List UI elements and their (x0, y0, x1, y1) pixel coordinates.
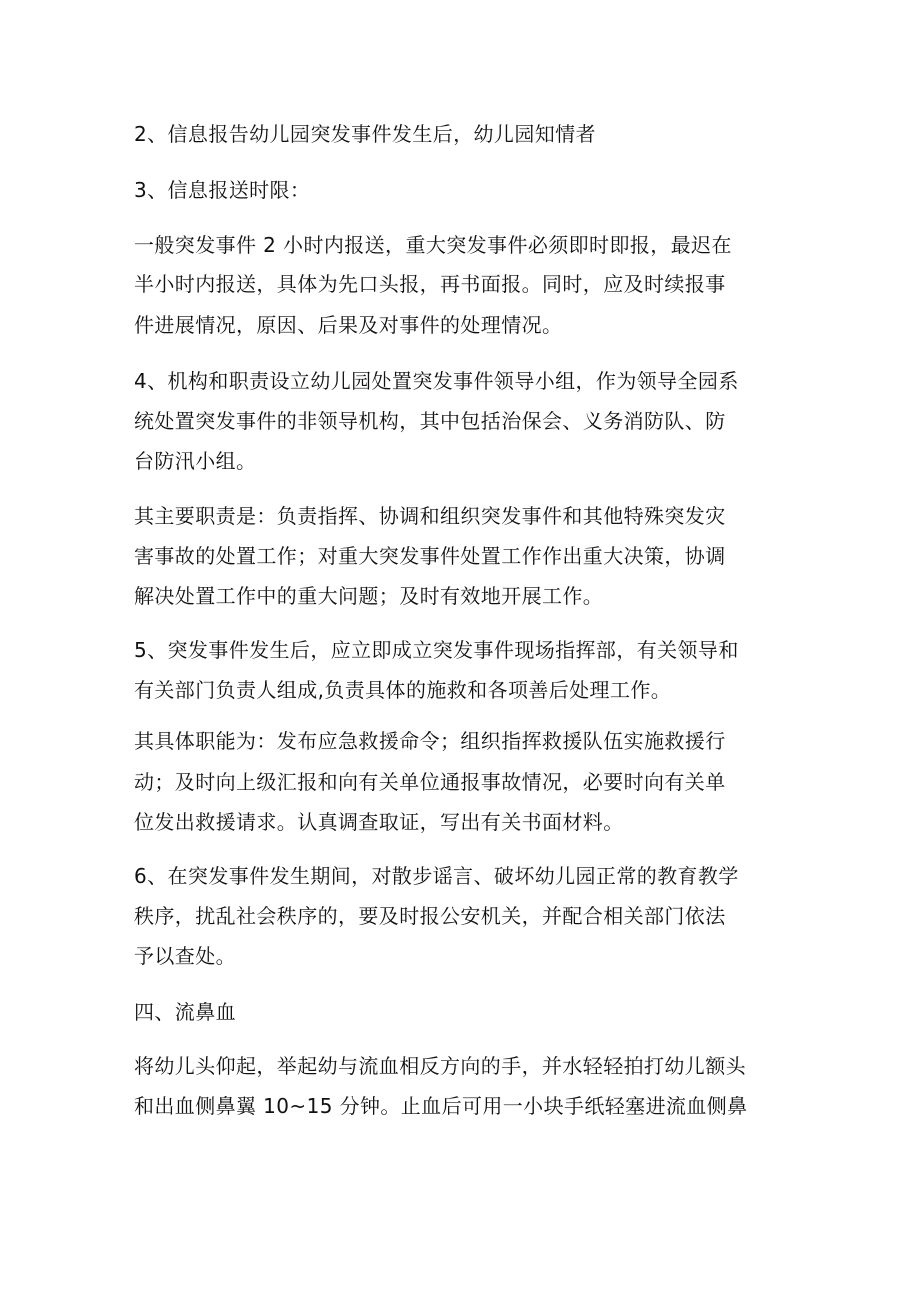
section-heading-nosebleed: 四、流鼻血 (134, 1000, 236, 1024)
paragraph-rumor-handling-line-3: 予以查处。 (134, 944, 236, 968)
paragraph-report-time-limit-line-1: 3、信息报送时限： (134, 178, 311, 202)
paragraph-rumor-handling-line-1: 6、在突发事件发生期间，对散步谣言、破坏幼儿园正常的教育教学 (134, 864, 739, 888)
paragraph-info-report-line-1: 2、信息报告幼儿园突发事件发生后，幼儿园知情者 (134, 122, 596, 146)
paragraph-main-duties-line-1: 其主要职责是：负责指挥、协调和组织突发事件和其他特殊突发灾 (134, 504, 726, 528)
paragraph-organization-line-1: 4、机构和职责设立幼儿园处置突发事件领导小组，作为领导全园系 (134, 369, 739, 393)
paragraph-organization-line-2: 统处置突发事件的非领导机构，其中包括治保会、义务消防队、防 (134, 409, 726, 433)
paragraph-specific-functions-line-1: 其具体职能为：发布应急救援命令；组织指挥救援队伍实施救援行 (134, 729, 726, 753)
paragraph-main-duties-line-3: 解决处置工作中的重大问题；及时有效地开展工作。 (134, 584, 604, 608)
paragraph-organization-line-3: 台防汛小组。 (134, 449, 257, 473)
paragraph-specific-functions-line-2: 动；及时向上级汇报和向有关单位通报事故情况，必要时向有关单 (134, 770, 726, 794)
paragraph-command-center-line-1: 5、突发事件发生后，应立即成立突发事件现场指挥部，有关领导和 (134, 638, 739, 662)
paragraph-nosebleed-care-line-1: 将幼儿头仰起，举起幼与流血相反方向的手，并水轻轻拍打幼儿额头 (134, 1054, 746, 1078)
paragraph-general-event-line-2: 半小时内报送，具体为先口头报，再书面报。同时，应及时续报事 (134, 272, 726, 296)
paragraph-main-duties-line-2: 害事故的处置工作；对重大突发事件处置工作作出重大决策，协调 (134, 544, 726, 568)
paragraph-command-center-line-2: 有关部门负责人组成,负责具体的施救和各项善后处理工作。 (134, 678, 672, 702)
paragraph-rumor-handling-line-2: 秩序，扰乱社会秩序的，要及时报公安机关，并配合相关部门依法 (134, 904, 726, 928)
paragraph-general-event-line-1: 一般突发事件 2 小时内报送，重大突发事件必须即时即报，最迟在 (134, 233, 732, 257)
paragraph-nosebleed-care-line-2: 和出血侧鼻翼 10~15 分钟。止血后可用一小块手纸轻塞进流血侧鼻 (134, 1094, 748, 1118)
paragraph-specific-functions-line-3: 位发出救援请求。认真调查取证，写出有关书面材料。 (134, 810, 624, 834)
paragraph-general-event-line-3: 件进展情况，原因、后果及对事件的处理情况。 (134, 313, 563, 337)
